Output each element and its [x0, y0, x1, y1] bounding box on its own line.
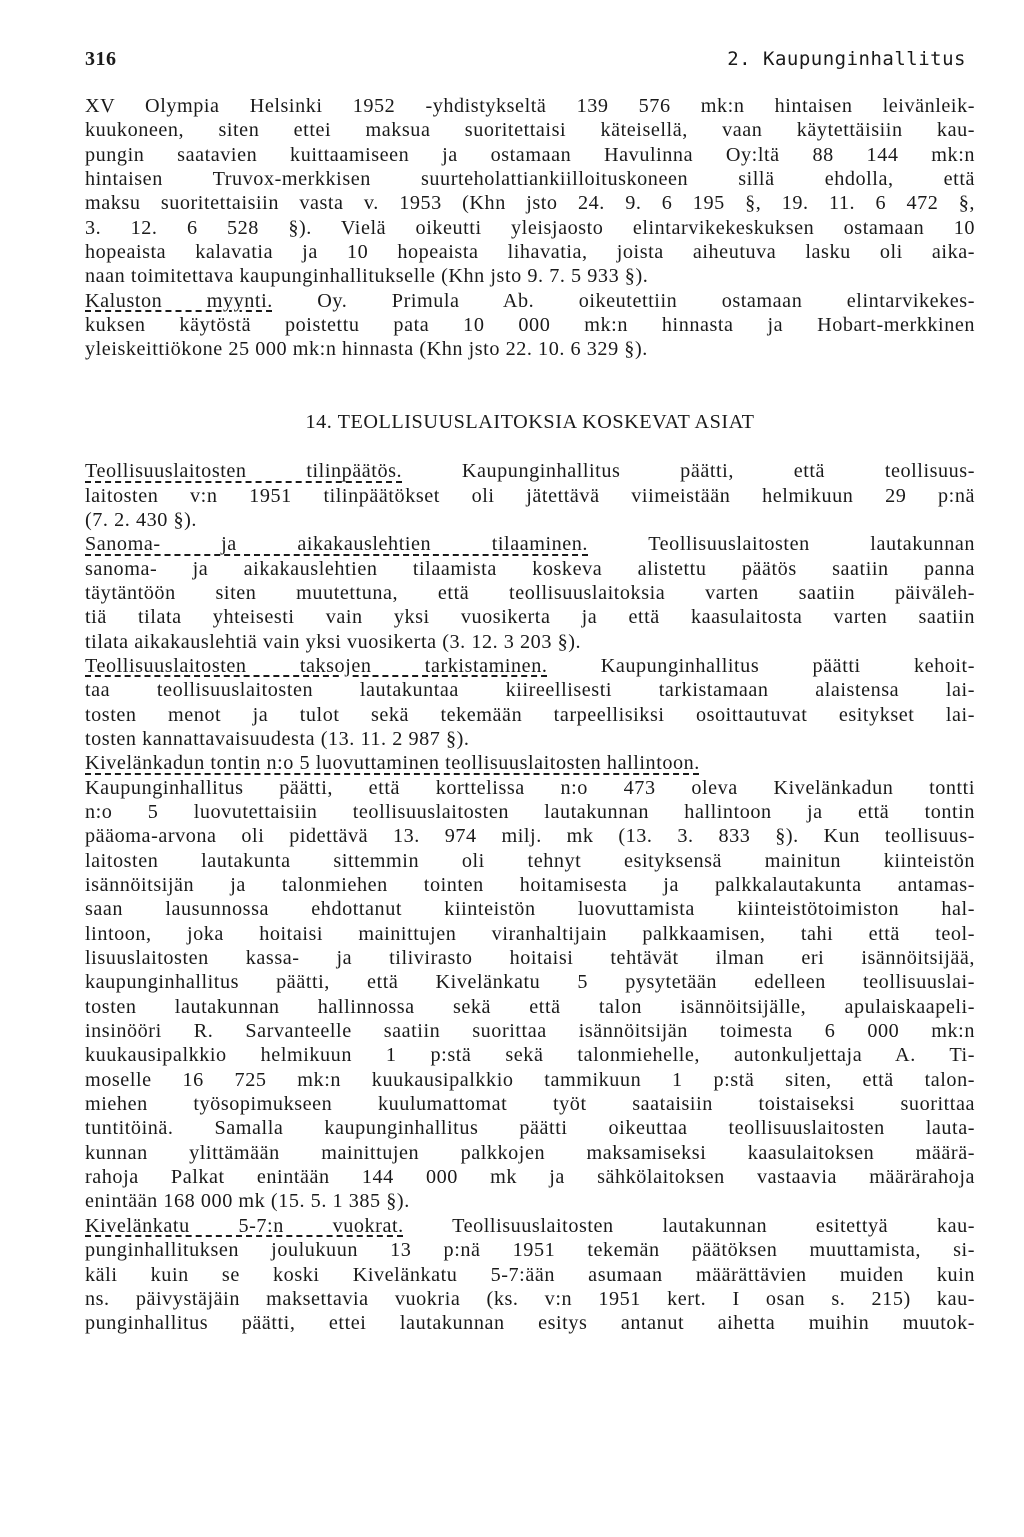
text-line: [85, 1311, 975, 1335]
run-in-heading: Kivelänkadun tontin n:o 5 luovuttaminen teollisuuslaitosten hallintoon.: [85, 752, 700, 775]
text-line: [85, 678, 975, 702]
line-text: hintaisen Truvox-merkkisen suurteholattiankiilloituskoneen sillä ehdolla, että: [85, 168, 975, 191]
line-text: naan toimitettava kaupunginhallitukselle (Khn jsto 9. 7. 5 933 §).: [85, 265, 649, 288]
text-line: [85, 240, 975, 264]
text-line: [85, 1214, 975, 1238]
line-text: pääoma-arvona oli pidettävä 13. 974 milj. mk (13. 3. 833 §). Kun teollisuus-: [85, 825, 975, 848]
text-line: [85, 1141, 975, 1165]
text-line: [85, 94, 975, 118]
text-line: [85, 508, 975, 532]
text-line: [85, 1238, 975, 1262]
line-text: Kaupunginhallitus päätti kehoit-: [547, 654, 975, 677]
body-text: [85, 94, 975, 1336]
spacer: [85, 435, 975, 459]
text-line: [85, 484, 975, 508]
line-text: pungin saatavien kuittaamiseen ja ostamaan Havulinna Oy:ltä 88 144 mk:n: [85, 143, 975, 166]
line-text: taa teollisuuslaitosten lautakuntaa kiireellisesti tarkistamaan alaistensa lai-: [85, 679, 975, 702]
text-line: [85, 1043, 975, 1067]
line-text: täytäntöön siten muutettuna, että teollisuuslaitoksia varten saatiin päiväleh-: [85, 581, 975, 604]
line-text: tuntitöinä. Samalla kaupunginhallitus päätti oikeuttaa teollisuuslaitosten lauta-: [85, 1117, 975, 1140]
text-line: [85, 1263, 975, 1287]
line-text: Teollisuuslaitosten lautakunnan esitettyä kau-: [403, 1214, 975, 1237]
page-number: 316: [85, 48, 117, 70]
line-text: n:o 5 luovutettaisiin teollisuuslaitosten lautakunnan hallintoon ja että tontin: [85, 800, 975, 823]
run-in-heading: Teollisuuslaitosten taksojen tarkistaminen.: [85, 654, 548, 677]
line-text: XV Olympia Helsinki 1952 -yhdistykseltä 139 576 mk:n hintaisen leivänleik-: [85, 95, 975, 117]
text-line: [85, 703, 975, 727]
text-line: [85, 313, 975, 337]
text-line: [85, 849, 975, 873]
section-heading: 14. TEOLLISUUSLAITOKSIA KOSKEVAT ASIAT: [305, 411, 755, 434]
line-text: tosten kannattavaisuudesta (13. 11. 2 987 §).: [85, 727, 470, 750]
text-line: [85, 1287, 975, 1311]
text-line: [85, 216, 975, 240]
line-text: insinööri R. Sarvanteelle saatiin suorittaa isännöitsijän toimesta 6 000 mk:n: [85, 1020, 975, 1043]
line-text: enintään 168 000 mk (15. 5. 1 385 §).: [85, 1190, 410, 1213]
line-text: kuukoneen, siten ettei maksua suoritettaisi käteisellä, vaan käytettäisiin kau-: [85, 119, 975, 142]
line-text: tilata aikakauslehtiä vain yksi vuosikerta (3. 12. 3 203 §).: [85, 630, 582, 653]
text-line: [85, 581, 975, 605]
line-text: Teollisuuslaitosten lautakunnan: [588, 533, 975, 556]
line-text: (7. 2. 430 §).: [85, 508, 197, 531]
line-text: hopeaista kalavatia ja 10 hopeaista lihavatia, joista aiheutuva lasku oli aika-: [85, 241, 975, 264]
line-text: kuksen käytöstä poistettu pata 10 000 mk:n hinnasta ja Hobart-merkkinen: [85, 314, 975, 337]
text-line: [85, 873, 975, 897]
line-text: 3. 12. 6 528 §). Vielä oikeutti yleisjaosto elintarvikekeskuksen ostamaan 10: [85, 216, 975, 239]
text-line: [85, 532, 975, 556]
line-text: saan lausunnossa ehdottanut kiinteistön luovuttamista kiinteistötoimiston hal-: [85, 898, 975, 921]
text-line: [85, 143, 975, 167]
text-line: [85, 922, 975, 946]
text-line: [85, 337, 975, 361]
text-line: [85, 1019, 975, 1043]
line-text: miehen työsopimukseen kuulumattomat työt saataisiin toistaiseksi suorittaa: [85, 1093, 975, 1116]
text-line: [85, 946, 975, 970]
line-text: punginhallituksen joulukuun 13 p:nä 1951 tekemän päätöksen muuttamista, si-: [85, 1239, 975, 1262]
text-line: [85, 995, 975, 1019]
line-text: rahoja Palkat enintään 144 000 mk ja sähkölaitoksen vastaavia määrärahoja: [85, 1166, 975, 1189]
text-line: [85, 191, 975, 215]
run-in-heading: Kaluston myynti.: [85, 289, 273, 312]
text-line: [85, 727, 975, 751]
text-line: [85, 1165, 975, 1189]
running-title: 2. Kaupunginhallitus: [727, 48, 966, 70]
text-line: [85, 459, 975, 483]
run-in-heading: Kivelänkatu 5-7:n vuokrat.: [85, 1214, 404, 1237]
run-in-heading: Sanoma- ja aikakauslehtien tilaaminen.: [85, 533, 589, 556]
line-text: laitosten lautakunta sittemmin oli tehnyt esityksensä mainitun kiinteistön: [85, 849, 975, 872]
text-line: [85, 557, 975, 581]
text-line: [85, 824, 975, 848]
text-line: [85, 1092, 975, 1116]
text-line: [85, 630, 975, 654]
text-line: [85, 264, 975, 288]
line-text: moselle 16 725 mk:n kuukausipalkkio tammikuun 1 p:stä siten, että talon-: [85, 1068, 975, 1091]
text-line: [85, 1116, 975, 1140]
line-text: yleiskeittiökone 25 000 mk:n hinnasta (Khn jsto 22. 10. 6 329 §).: [85, 338, 648, 361]
text-line: [85, 118, 975, 142]
line-text: isännöitsijän ja talonmiehen tointen hoitamisesta ja palkkalautakunta antamas-: [85, 874, 975, 896]
text-line: [85, 1068, 975, 1092]
text-line: [85, 654, 975, 678]
line-text: laitosten v:n 1951 tilinpäätökset oli jätettävä viimeistään helmikuun 29 p:nä: [85, 484, 975, 507]
text-line: [85, 605, 975, 629]
line-text: lisuuslaitosten kassa- ja tilivirasto hoitaisi tehtävät ilman eri isännöitsijää,: [85, 947, 975, 970]
line-text: Kaupunginhallitus päätti, että korttelissa n:o 473 oleva Kivelänkadun tontti: [85, 776, 975, 799]
text-line: [85, 289, 975, 313]
line-text: maksu suoritettaisiin vasta v. 1953 (Khn jsto 24. 9. 6 195 §, 19. 11. 6 472 §,: [85, 192, 975, 215]
line-text: kuukausipalkkio helmikuun 1 p:stä sekä talonmiehelle, autonkuljettaja A. Ti-: [85, 1044, 975, 1067]
line-text: Kaupunginhallitus päätti, että teollisuus-: [402, 460, 975, 483]
line-text: Oy. Primula Ab. oikeutettiin ostamaan elintarvikekes-: [272, 289, 975, 312]
line-text: tiä tilata yhteisesti vain yksi vuosikerta ja että kaasulaitosta varten saatiin: [85, 606, 975, 629]
line-text: tosten menot ja tulot sekä tekemään tarpeellisiksi osoittautuvat esitykset lai-: [85, 703, 975, 726]
spacer: [85, 386, 975, 410]
line-text: lintoon, joka hoitaisi mainittujen viranhaltijain palkkaamisen, tahi että teol-: [85, 922, 975, 945]
spacer: [85, 362, 975, 386]
text-line: [85, 776, 975, 800]
text-line: [85, 970, 975, 994]
text-line: [85, 897, 975, 921]
text-line: [85, 751, 975, 775]
line-text: kunnan ylittämään mainittujen palkkojen maksamiseksi kaasulaitoksen määrä-: [85, 1141, 975, 1164]
text-line: [85, 167, 975, 191]
line-text: ns. päivystäjäin maksettavia vuokria (ks. v:n 1951 kert. I osan s. 215) kau-: [85, 1287, 975, 1310]
text-line: [85, 800, 975, 824]
text-line: [85, 1189, 975, 1213]
line-text: kaupunginhallitus päätti, että Kivelänkatu 5 pysytetään edelleen teollisuuslai-: [85, 971, 975, 994]
line-text: käli kuin se koski Kivelänkatu 5-7:ään asumaan määrättävien muiden kuin: [85, 1263, 975, 1286]
line-text: sanoma- ja aikakauslehtien tilaamista koskeva alistettu päätös saatiin panna: [85, 557, 975, 580]
run-in-heading: Teollisuuslaitosten tilinpäätös.: [85, 460, 403, 483]
line-text: punginhallitus päätti, ettei lautakunnan esitys antanut aihetta muihin muutok-: [85, 1312, 975, 1335]
line-text: tosten lautakunnan hallinnossa sekä että talon isännöitsijälle, apulaiskaapeli-: [85, 995, 975, 1018]
